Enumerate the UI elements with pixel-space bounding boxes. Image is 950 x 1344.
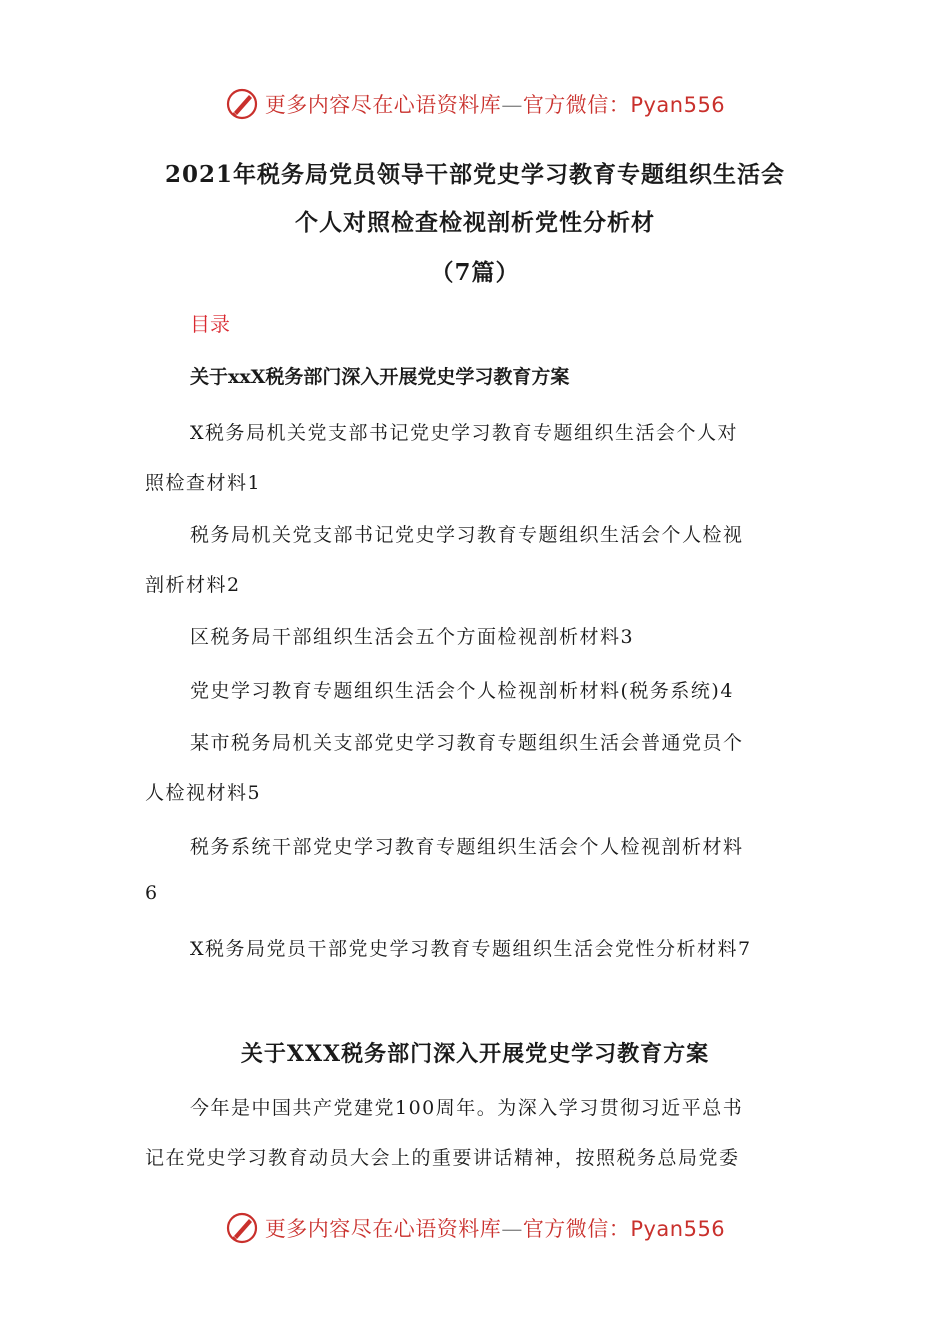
watermark-banner-top [0, 84, 950, 124]
section-paragraph-line1: 今年是中国共产党建党100周年。为深入学习贯彻习近平总书 [190, 1097, 744, 1119]
toc-entry-2-line2: 剖析材料2 [145, 574, 241, 596]
toc-entry-6-line2: 6 [145, 882, 159, 904]
toc-entry-3: 区税务局干部组织生活会五个方面检视剖析材料3 [190, 626, 635, 648]
toc-entry-4: 党史学习教育专题组织生活会个人检视剖析材料(税务系统)4 [190, 680, 734, 702]
toc-entry-2-line1: 税务局机关党支部书记党史学习教育专题组织生活会个人检视 [190, 524, 744, 546]
toc-entry-6-line1: 税务系统干部党史学习教育专题组织生活会个人检视剖析材料 [190, 836, 744, 858]
pen-logo-icon [225, 1211, 259, 1245]
pen-logo-icon [225, 87, 259, 121]
toc-entry-7: X税务局党员干部党史学习教育专题组织生活会党性分析材料7 [190, 938, 752, 960]
toc-entry-1-line1: X税务局机关党支部书记党史学习教育专题组织生活会个人对 [190, 422, 739, 444]
doc-title-line1: 2021年税务局党员领导干部党史学习教育专题组织生活会 [164, 161, 785, 188]
watermark-banner-bottom [0, 1208, 950, 1248]
watermark-text: 更多内容尽在心语资料库—官方微信：Pyan556 [264, 93, 726, 117]
watermark-text: 更多内容尽在心语资料库—官方微信：Pyan556 [264, 1217, 726, 1241]
toc-heading: 关于xxX税务部门深入开展党史学习教育方案 [190, 366, 570, 388]
toc-entry-1-line2: 照检查材料1 [145, 472, 262, 494]
toc-label: 目录 [190, 312, 230, 336]
doc-title-line2: 个人对照检查检视剖析党性分析材 [295, 209, 655, 236]
section-title: 关于XXX税务部门深入开展党史学习教育方案 [240, 1041, 710, 1067]
toc-entry-5-line2: 人检视材料5 [145, 782, 262, 804]
section-paragraph-line2: 记在党史学习教育动员大会上的重要讲话精神，按照税务总局党委 [145, 1147, 740, 1169]
toc-entry-5-line1: 某市税务局机关支部党史学习教育专题组织生活会普通党员个 [190, 732, 744, 754]
doc-title-line3: （7篇） [430, 259, 520, 286]
